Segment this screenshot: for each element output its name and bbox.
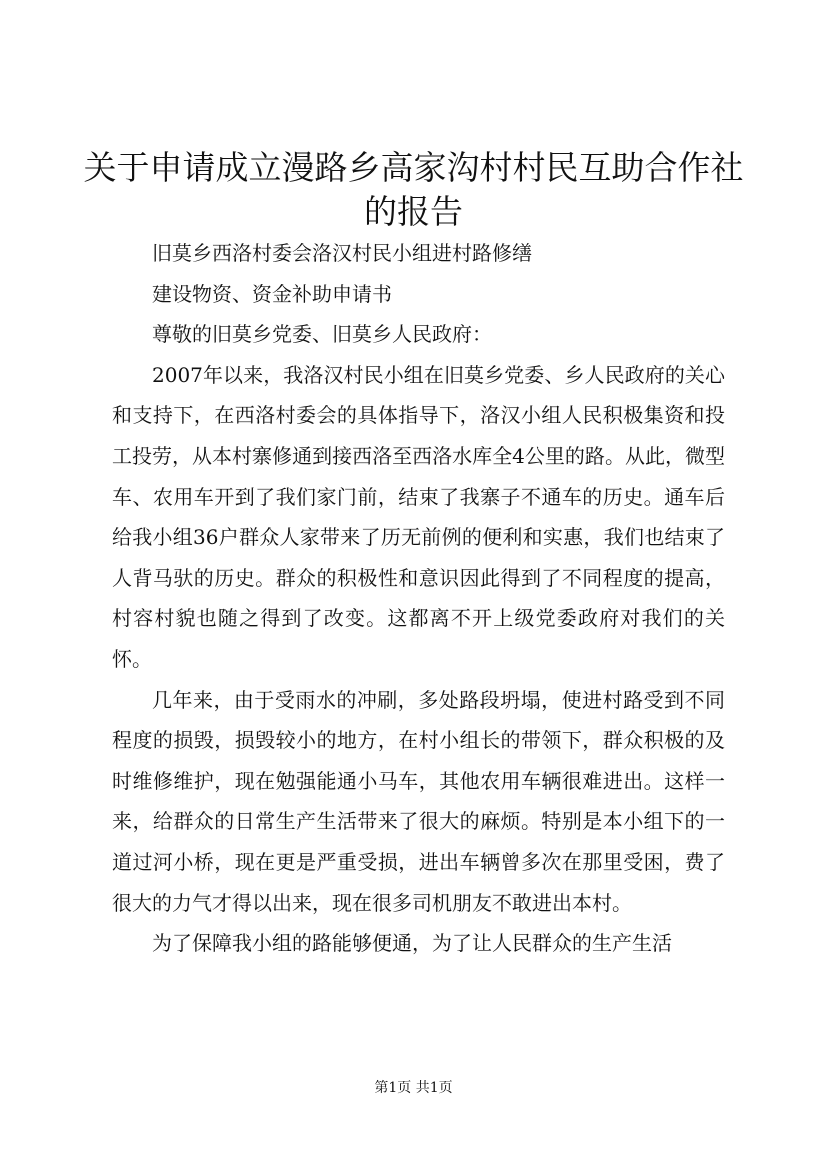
title-line-2: 的报告 [364,192,463,231]
page-footer: 第1页 共1页 [374,1080,453,1096]
document-title [80,146,747,234]
subject-line-1: 旧莫乡西洛村委会洛汉村民小组进村路修缮 [152,241,532,265]
document-body [112,233,725,964]
salutation: 尊敬的旧莫乡党委、旧莫乡人民政府： [152,322,492,347]
subject-line-2: 建设物资、资金补助申请书 [152,281,392,306]
paragraph-3: 为了保障我小组的路能够便通，为了让人民群众的生产生活 [152,931,672,956]
paragraph-2: 几年来，由于受雨水的冲刷，多处路段坍塌，使进村路受到不同程度的损毁，损毁较小的地方，在村小组长的带领下，群众积极的及时维修维护，现在勉强能通小马车，其他农用车辆很难进出。这样一来，给群众的日常生产生活带来了很大的麻烦。特别是本小组下的一道过河小桥，现在更是严重受损，进出车辆曾多次在那里受困，费了很大的力气才得以出来，现在很多司机朋友不敢进出本村。 [112,687,725,915]
title-line-1: 关于申请成立漫路乡高家沟村村民互助合作社 [83,148,744,187]
paragraph-1: 2007年以来，我洛汉村民小组在旧莫乡党委、乡人民政府的关心和支持下，在西洛村委会的具体指导下，洛汉小组人民积极集资和投工投劳，从本村寨修通到接西洛至西洛水库全4公里的路。从此，微型车、农用车开到了我们家门前，结束了我寨子不通车的历史。通车后给我小组36户群众人家带来了历无前例的便利和实惠，我们也结束了人背马驮的历史。群众的积极性和意识因此得到了不同程度的提高，村容村貌也随之得到了改变。这都离不开上级党委政府对我们的关怀。 [112,362,725,671]
